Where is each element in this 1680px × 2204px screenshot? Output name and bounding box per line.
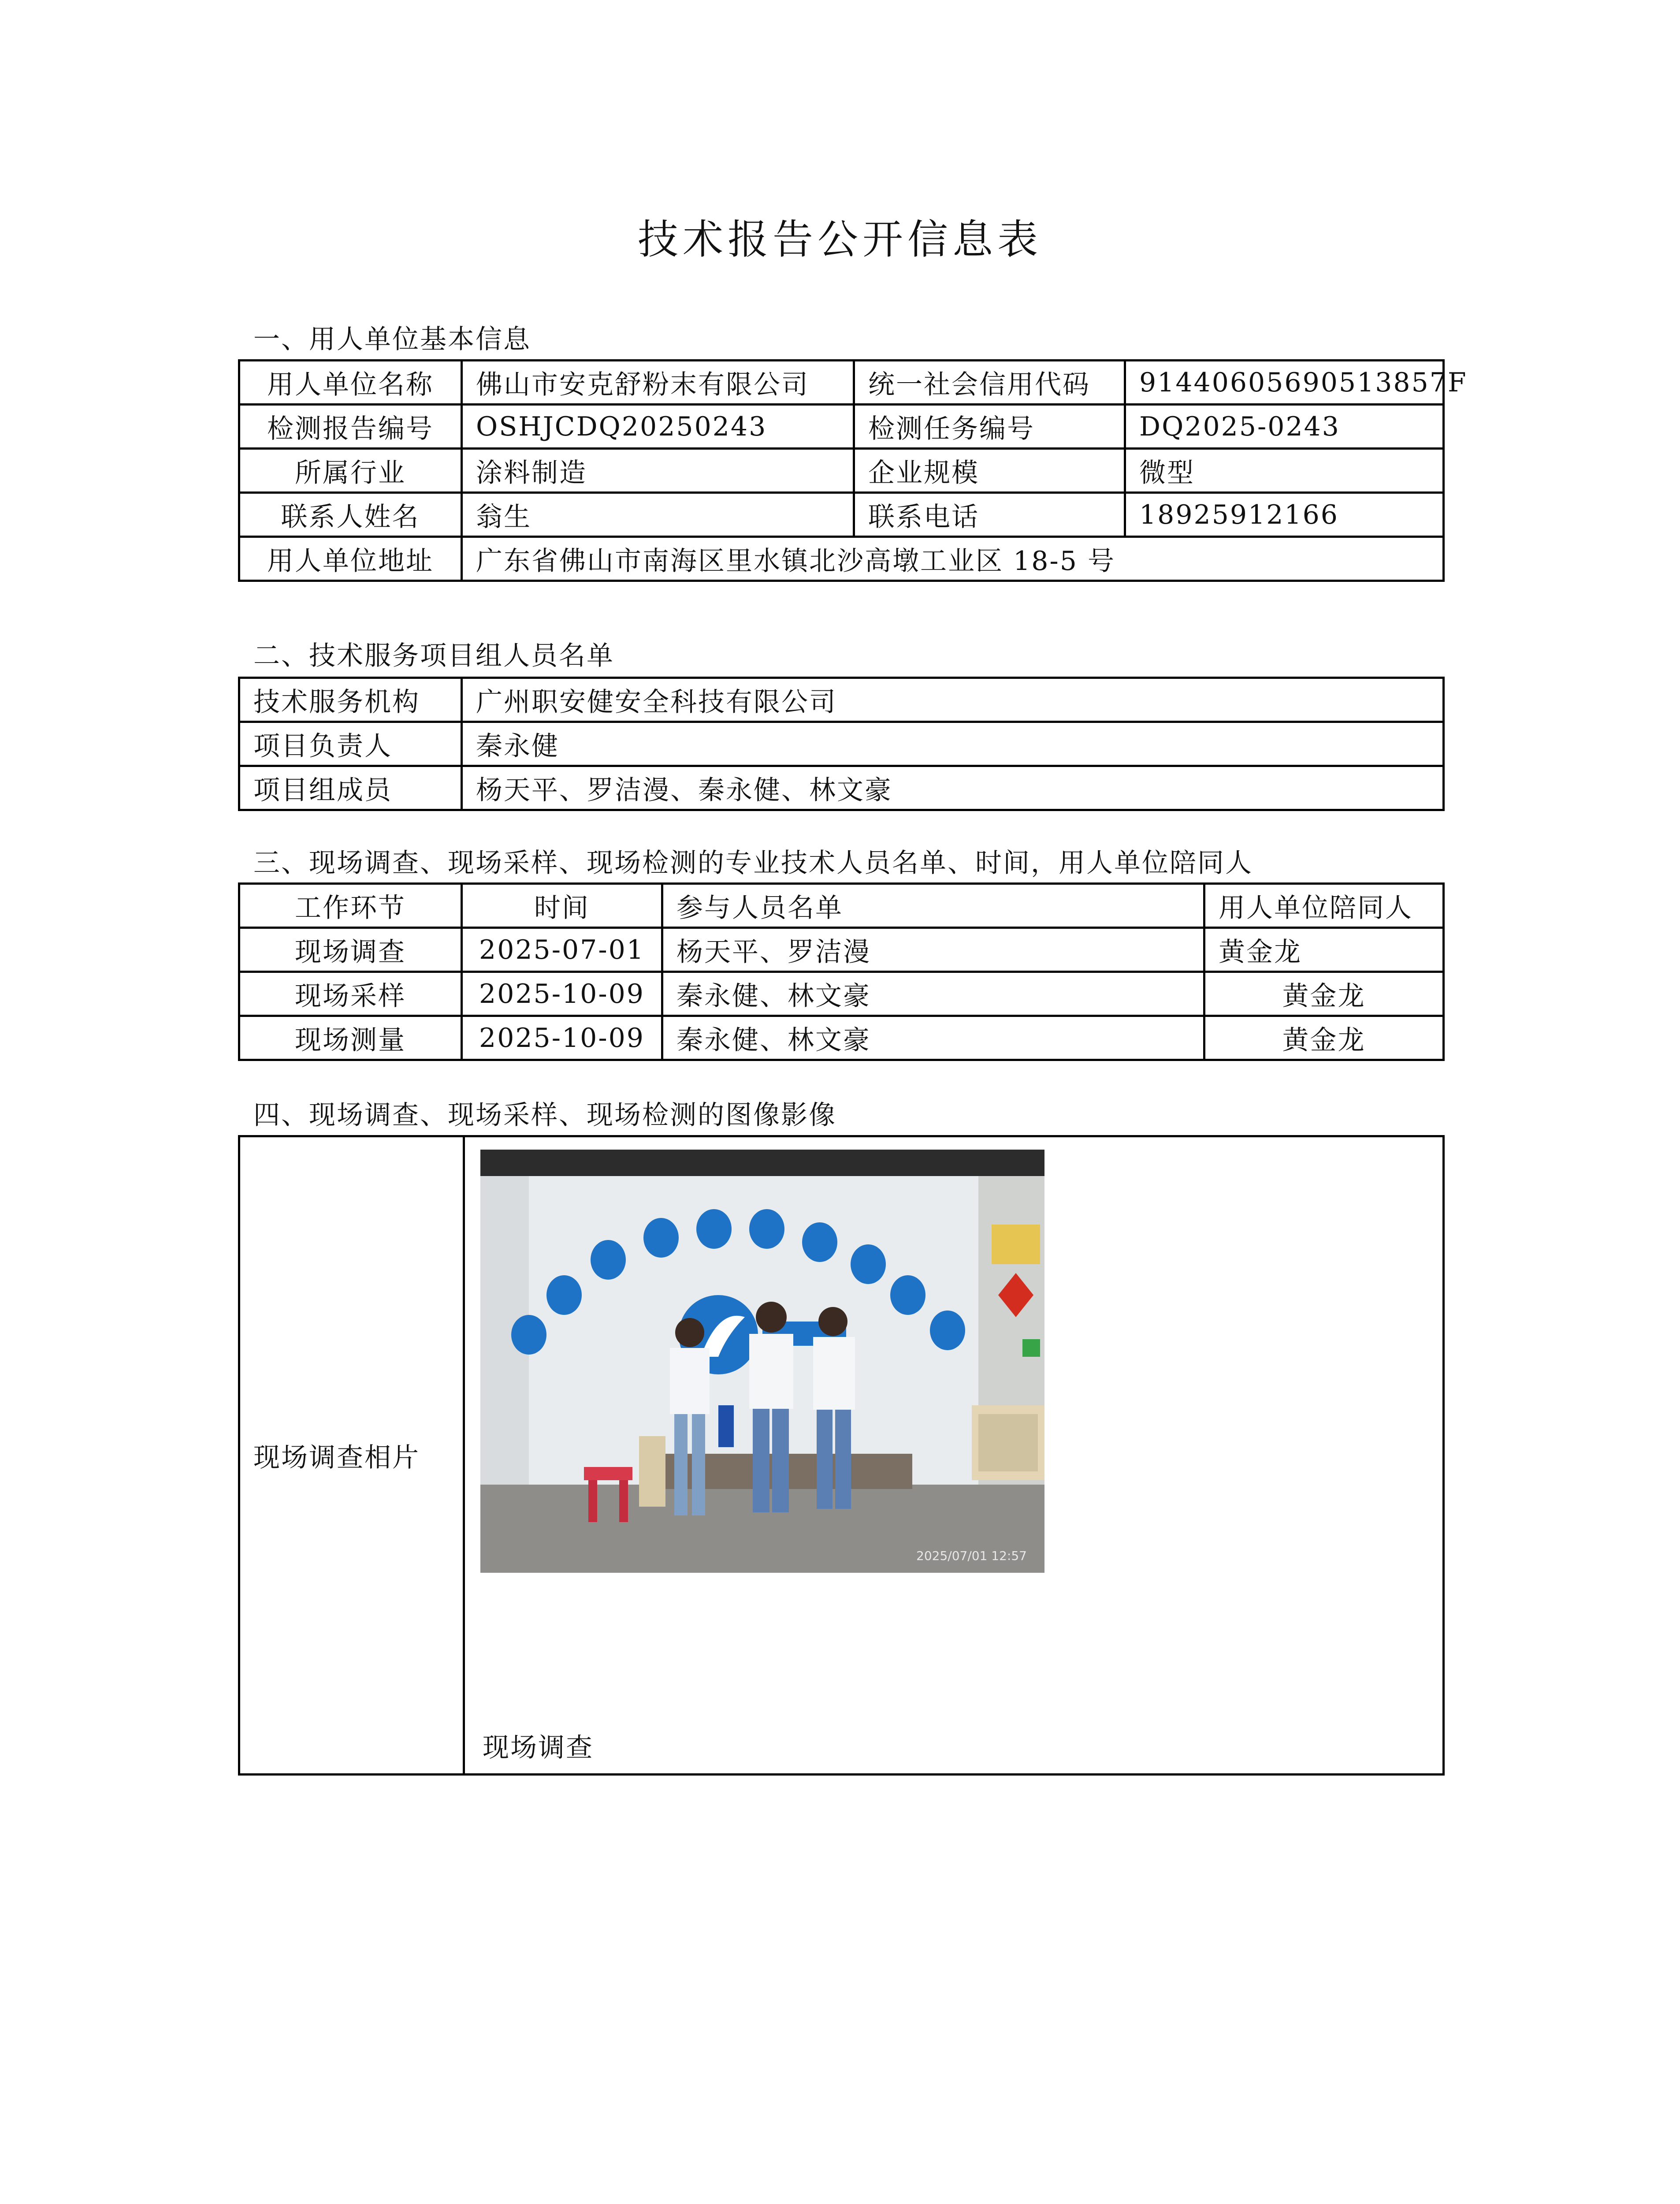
table-row: [239, 1136, 1444, 1775]
table-row: [239, 493, 1444, 537]
stage-cell: 现场采样: [239, 972, 462, 1016]
table-row: [239, 361, 1444, 405]
photo-caption: 现场调查: [483, 1732, 594, 1763]
people-cell: 杨天平、罗洁漫: [662, 928, 1204, 972]
service-org-value: 广州职安健安全科技有限公司: [462, 678, 1444, 722]
stage-cell: 现场调查: [239, 928, 462, 972]
table-row: [239, 928, 1444, 972]
people-cell: 秦永健、林文豪: [662, 972, 1204, 1016]
table-row: [239, 537, 1444, 581]
address-label: 用人单位地址: [239, 537, 462, 581]
date-cell: 2025-07-01: [462, 928, 662, 972]
contact-name-label: 联系人姓名: [239, 493, 462, 537]
address-value: 广东省佛山市南海区里水镇北沙高墩工业区 18-5 号: [462, 537, 1444, 581]
header-date: 时间: [462, 884, 662, 928]
scale-value: 微型: [1125, 449, 1444, 493]
report-number-value: OSHJCDQ20250243: [462, 405, 854, 449]
basic-info-table: [238, 359, 1468, 582]
escort-cell: 黄金龙: [1204, 972, 1444, 1016]
table-row: [239, 766, 1444, 810]
credit-code-label: 统一社会信用代码: [854, 361, 1125, 405]
section-2-heading: 二、技术服务项目组人员名单: [253, 640, 614, 671]
employer-name-value: 佛山市安克舒粉末有限公司: [462, 361, 854, 405]
employer-name-label: 用人单位名称: [239, 361, 462, 405]
industry-value: 涂料制造: [462, 449, 854, 493]
scale-label: 企业规模: [854, 449, 1125, 493]
section-1-heading: 一、用人单位基本信息: [253, 324, 531, 355]
table-row: [239, 449, 1444, 493]
project-leader-label: 项目负责人: [239, 722, 462, 766]
task-number-label: 检测任务编号: [854, 405, 1125, 449]
report-number-label: 检测报告编号: [239, 405, 462, 449]
escort-cell: 黄金龙: [1204, 1016, 1444, 1060]
section-4-heading: 四、现场调查、现场采样、现场检测的图像影像: [253, 1100, 836, 1131]
section-3-heading: 三、现场调查、现场采样、现场检测的专业技术人员名单、时间，用人单位陪同人: [253, 848, 1253, 879]
image-table: [238, 1135, 1445, 1776]
date-cell: 2025-10-09: [462, 972, 662, 1016]
table-row: [239, 678, 1444, 722]
contact-phone-value: 18925912166: [1125, 493, 1444, 537]
industry-label: 所属行业: [239, 449, 462, 493]
photo-cell: [464, 1136, 1444, 1775]
document-title: 技术报告公开信息表: [637, 216, 1042, 263]
table-header-row: [239, 884, 1444, 928]
task-number-value: DQ2025-0243: [1125, 405, 1444, 449]
team-members-label: 项目组成员: [239, 766, 462, 810]
table-row: [239, 722, 1444, 766]
photo-label: 现场调查相片: [239, 1136, 464, 1775]
header-escort: 用人单位陪同人: [1204, 884, 1444, 928]
header-stage: 工作环节: [239, 884, 462, 928]
project-leader-value: 秦永健: [462, 722, 1444, 766]
table-row: [239, 1016, 1444, 1060]
team-members-value: 杨天平、罗洁漫、秦永健、林文豪: [462, 766, 1444, 810]
site-survey-photo-icon: [480, 1150, 1044, 1573]
stage-cell: 现场测量: [239, 1016, 462, 1060]
credit-code-value: 91440605690513857F: [1125, 361, 1444, 405]
table-row: [239, 972, 1444, 1016]
project-team-table: [238, 677, 1445, 811]
service-org-label: 技术服务机构: [239, 678, 462, 722]
escort-cell: 黄金龙: [1204, 928, 1444, 972]
header-people: 参与人员名单: [662, 884, 1204, 928]
people-cell: 秦永健、林文豪: [662, 1016, 1204, 1060]
onsite-staff-table: [238, 882, 1445, 1061]
photo-timestamp: 2025/07/01 12:57: [916, 1549, 1027, 1563]
table-row: [239, 405, 1444, 449]
contact-name-value: 翁生: [462, 493, 854, 537]
date-cell: 2025-10-09: [462, 1016, 662, 1060]
contact-phone-label: 联系电话: [854, 493, 1125, 537]
